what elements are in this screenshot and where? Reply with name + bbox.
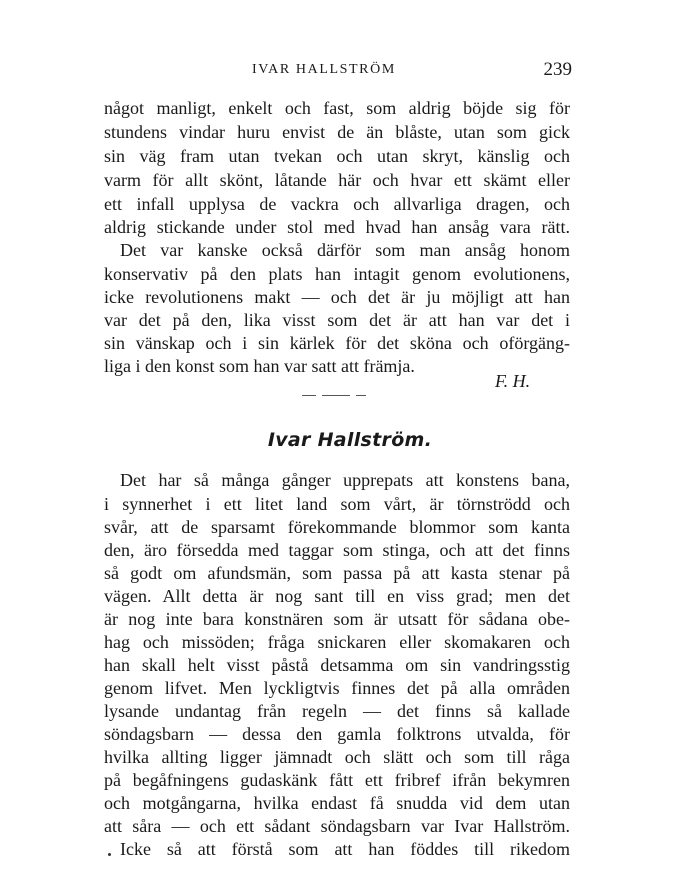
section-title: Ivar Hallström. bbox=[267, 429, 433, 451]
text-line: vägen. Allt detta är nog sant till en viss grad; men det bbox=[104, 586, 570, 606]
text-line: varm för allt skönt, låtande här och hvar ett skämt eller bbox=[104, 170, 570, 190]
text-line: konservativ på den plats han intagit genom evolutionens, bbox=[104, 264, 570, 284]
section-divider bbox=[302, 395, 316, 396]
text-line: Det var kanske också därför som man ansåg honom bbox=[120, 240, 570, 260]
running-head-title: IVAR HALLSTRÖM bbox=[252, 62, 396, 77]
text-line: Icke så att förstå som att han föddes till rikedom bbox=[120, 839, 570, 859]
text-line: stundens vindar huru envist de än blåste, utan som gick bbox=[104, 122, 570, 142]
text-line: var det på den, lika visst som det är att han var det i bbox=[104, 310, 570, 330]
text-line: icke revolutionens makt — och det är ju möjligt att han bbox=[104, 287, 570, 307]
text-line: på begåfningens gudaskänk fått ett fribref ifrån bekymren bbox=[104, 770, 570, 790]
text-line: liga i den konst som han var satt att främja. bbox=[104, 356, 415, 376]
signature: F. H. bbox=[495, 371, 531, 391]
text-line: så godt om afundsmän, som passa på att kasta stenar på bbox=[104, 563, 570, 583]
text-line: genom lifvet. Men lyckligtvis finnes det på alla områden bbox=[104, 678, 570, 698]
text-line: den, äro försedda med taggar som stinga, och att det finns bbox=[104, 540, 570, 560]
running-head bbox=[104, 59, 572, 86]
text-line: lysande undantag från regeln — det finns så kallade bbox=[104, 701, 570, 721]
text-line: söndagsbarn — dessa den gamla folktrons utvalda, för bbox=[104, 724, 570, 744]
page-number: 239 bbox=[543, 59, 572, 80]
text-line: sin väg fram utan tvekan och utan skryt, känslig och bbox=[104, 146, 570, 166]
text-line: att såra — och ett sådant söndagsbarn var Ivar Hallström. bbox=[104, 816, 570, 836]
text-line: sin vänskap och i sin kärlek för det sköna och oförgäng- bbox=[104, 333, 570, 353]
text-line: ett infall upplysa de vackra och allvarliga dragen, och bbox=[104, 194, 570, 214]
text-line: aldrig stickande under stol med hvad han ansåg vara rätt. bbox=[104, 217, 570, 237]
text-line: hvilka allting ligger jämnadt och slätt och som till råga bbox=[104, 747, 570, 767]
text-line: hag och missöden; fråga snickaren eller skomakaren och bbox=[104, 632, 570, 652]
text-line: han skall helt visst påstå detsamma om sin vandringsstig bbox=[104, 655, 570, 675]
text-line: är nog inte bara konstnären som är utsatt för sådana obe- bbox=[104, 609, 570, 629]
print-speck bbox=[108, 853, 111, 856]
text-line: Det har så många gånger upprepats att konstens bana, bbox=[120, 470, 570, 490]
text-line: något manligt, enkelt och fast, som aldrig böjde sig för bbox=[104, 98, 570, 118]
text-line: och motgångarna, hvilka endast få snudda vid dem utan bbox=[104, 793, 570, 813]
section-divider bbox=[356, 395, 366, 396]
section-divider bbox=[322, 395, 350, 396]
text-line: i synnerhet i ett litet land som vårt, är törnströdd och bbox=[104, 494, 570, 514]
text-line: svår, att de sparsamt förekommande blommor som kanta bbox=[104, 517, 570, 537]
